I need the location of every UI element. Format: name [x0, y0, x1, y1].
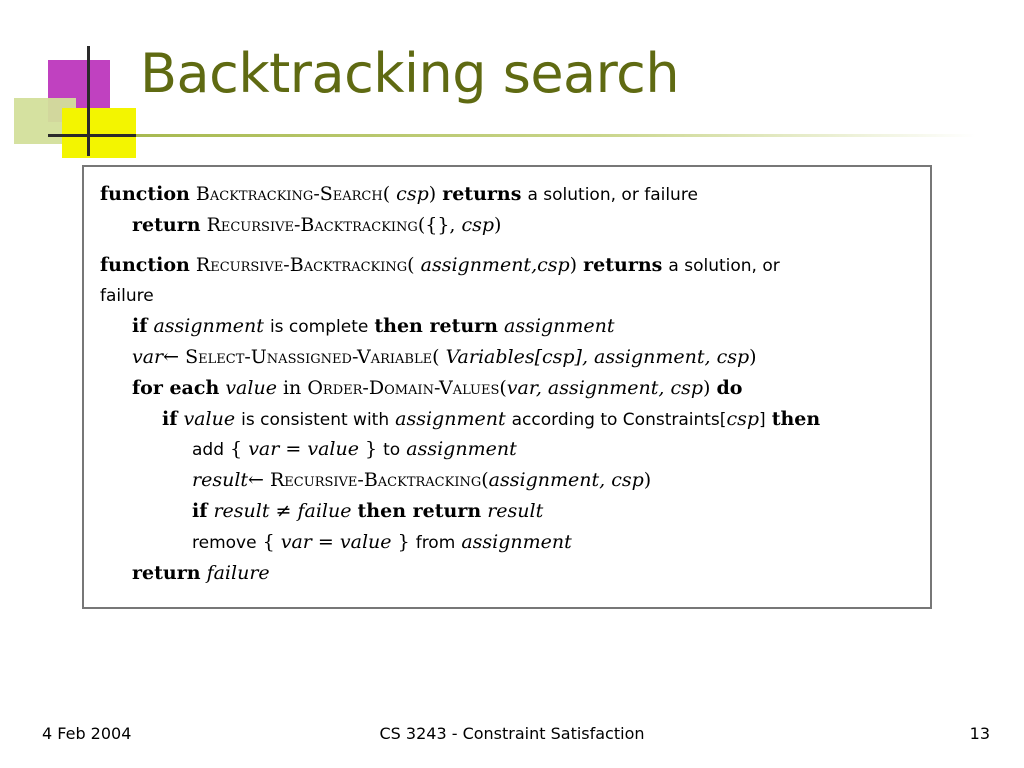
- variable: assignment: [461, 530, 572, 553]
- corner-yellow-square: [62, 108, 136, 158]
- algorithm-box: [82, 165, 932, 609]
- function-name: Recursive-Backtracking: [206, 213, 418, 236]
- description: is complete: [269, 317, 369, 338]
- keyword: returns: [442, 183, 522, 205]
- function-name: Select-Unassigned-Variable: [185, 345, 433, 368]
- footer-date: 4 Feb 2004: [42, 724, 132, 743]
- paren: (: [432, 345, 440, 368]
- keyword: function: [100, 253, 190, 276]
- function-name: Recursive-Backtracking: [270, 469, 482, 492]
- keyword: if: [192, 499, 208, 522]
- keyword: in: [282, 376, 302, 399]
- slide-number: 13: [969, 724, 990, 743]
- footer-course: CS 3243 - Constraint Satisfaction: [379, 724, 645, 743]
- paren: ): [494, 213, 502, 236]
- function-name: Order-Domain-Values: [307, 376, 500, 399]
- variable: failure: [206, 561, 270, 584]
- paren: ): [703, 376, 711, 399]
- paren: (: [382, 183, 391, 205]
- keyword: for each: [132, 376, 220, 399]
- keyword: returns: [583, 253, 663, 276]
- paren: (: [499, 376, 507, 399]
- description: a solution, or: [668, 255, 780, 276]
- algo-line-13: [100, 558, 930, 589]
- assign-arrow: ←: [248, 469, 264, 492]
- keyword: if: [162, 407, 178, 430]
- paren: (: [481, 469, 489, 492]
- keyword: if: [132, 315, 148, 338]
- assign-arrow: ←: [163, 345, 180, 368]
- variable: assignment: [153, 315, 264, 338]
- paren: ): [569, 253, 578, 276]
- corner-vertical-line: [87, 46, 90, 156]
- arguments: ({},: [417, 213, 462, 236]
- variable: result: [192, 469, 249, 492]
- algo-line-7: [100, 373, 930, 404]
- argument: csp: [461, 213, 495, 236]
- description: a solution, or failure: [527, 185, 698, 205]
- description: ]: [759, 409, 766, 430]
- variable: assignment: [406, 438, 517, 461]
- expression: var = value: [280, 530, 392, 553]
- variable: assignment: [504, 315, 615, 338]
- keyword: then return: [357, 499, 482, 522]
- title-underline: [136, 134, 976, 137]
- description: to: [383, 440, 401, 461]
- argument: assignment,csp: [420, 253, 570, 276]
- algo-line-12: [100, 527, 930, 558]
- description: remove: [192, 532, 257, 553]
- algo-line-4: [100, 280, 930, 311]
- paren: ): [643, 469, 652, 492]
- brace: }: [365, 438, 378, 461]
- algo-line-2: [100, 210, 930, 241]
- algo-line-5: [100, 311, 930, 342]
- variable: value: [183, 407, 236, 430]
- paren: (: [407, 253, 415, 276]
- arguments: var, assignment, csp: [506, 376, 704, 399]
- argument: csp: [396, 183, 429, 205]
- expression: result ≠ failue: [213, 499, 352, 522]
- brace: }: [397, 530, 410, 553]
- brace: {: [230, 438, 243, 461]
- keyword: return: [132, 213, 201, 236]
- keyword: do: [716, 376, 743, 399]
- algo-line-9: [100, 434, 930, 465]
- keyword: return: [132, 561, 201, 584]
- expression: var = value: [248, 438, 359, 461]
- variable: var: [132, 345, 164, 368]
- variable: value: [225, 376, 277, 399]
- function-name: Recursive-Backtracking: [195, 253, 408, 276]
- brace: {: [262, 530, 275, 553]
- algo-line-8: [100, 404, 930, 435]
- variable: result: [487, 499, 544, 522]
- arguments: Variables[csp], assignment, csp: [445, 345, 750, 368]
- slide-title: Backtracking search: [140, 42, 680, 105]
- algo-line-11: [100, 496, 930, 527]
- paren: ): [428, 183, 437, 205]
- variable: assignment: [395, 407, 506, 430]
- function-name: Backtracking-Search: [195, 183, 383, 205]
- keyword: function: [100, 183, 190, 205]
- description: add: [192, 440, 224, 461]
- algo-line-1: [100, 179, 930, 210]
- keyword: then: [771, 407, 821, 430]
- algo-line-10: [100, 465, 930, 496]
- description: according to Constraints[: [511, 409, 727, 430]
- algo-line-6: [100, 342, 930, 373]
- keyword: then return: [374, 315, 498, 338]
- description: from: [415, 532, 456, 553]
- description: is consistent with: [241, 409, 390, 430]
- paren: ): [749, 345, 757, 368]
- variable: csp: [726, 407, 759, 430]
- arguments: assignment, csp: [488, 469, 644, 492]
- description: failure: [100, 286, 154, 307]
- algo-line-3: [100, 250, 930, 281]
